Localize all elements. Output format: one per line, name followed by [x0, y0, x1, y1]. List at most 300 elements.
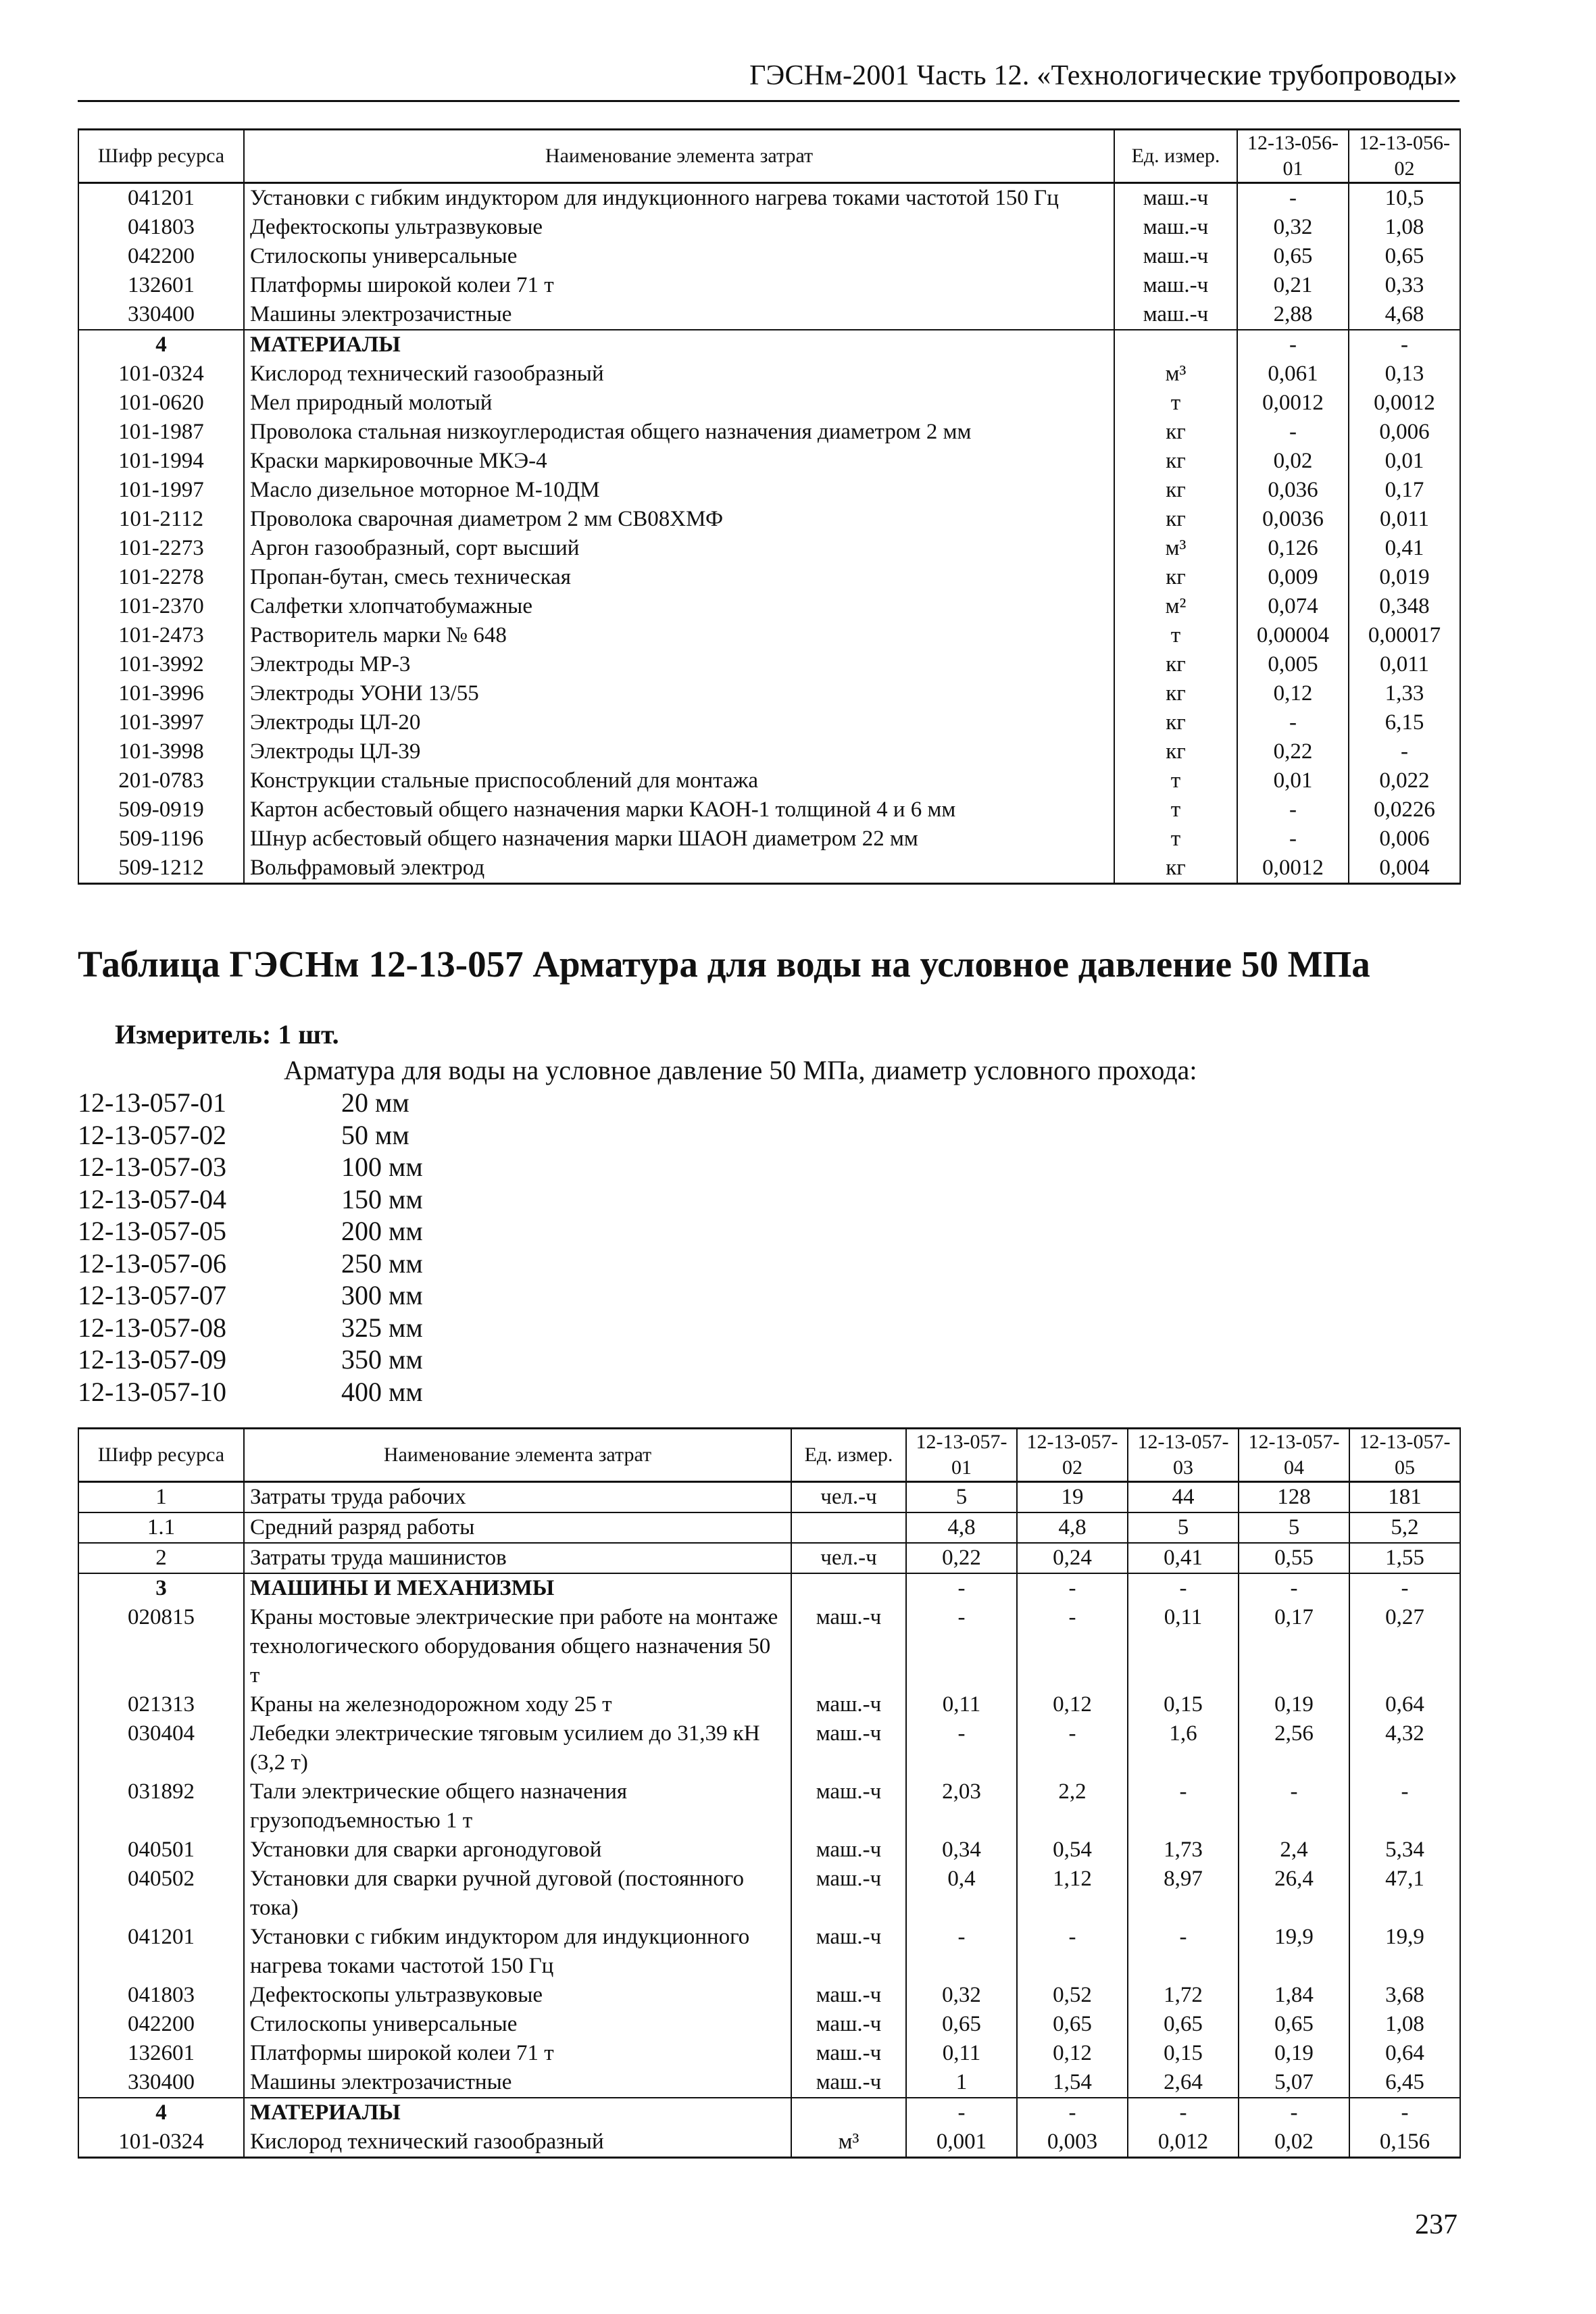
resource-value: 4,8 [906, 1512, 1017, 1543]
resource-value: - [1349, 1573, 1460, 1603]
resource-unit: маш.-ч [1114, 183, 1237, 214]
resource-value: 1,73 [1128, 1836, 1239, 1865]
running-header: ГЭСНм-2001 Часть 12. «Технологические трубопроводы» [749, 60, 1457, 91]
resource-value: 0,0036 [1237, 505, 1349, 534]
resource-name: Тали электрические общего назначения грузоподъемностью 1 т [244, 1777, 791, 1836]
resource-value: 0,13 [1349, 360, 1460, 389]
resource-code: 101-1987 [78, 418, 244, 447]
resource-unit: т [1114, 621, 1237, 650]
resource-name: Стилоскопы универсальные [244, 2010, 791, 2039]
resource-value: 0,34 [906, 1836, 1017, 1865]
resource-unit: кг [1114, 679, 1237, 708]
resource-value: 1,55 [1349, 1543, 1460, 1573]
resource-code: 101-2473 [78, 621, 244, 650]
resource-code: 101-2278 [78, 563, 244, 592]
resource-unit: маш.-ч [791, 1719, 906, 1777]
resource-value: 0,41 [1349, 534, 1460, 563]
resource-value: 4,8 [1017, 1512, 1128, 1543]
variant-code: 12-13-057-05 [78, 1216, 226, 1246]
resource-value: 0,65 [1128, 2010, 1239, 2039]
header-unit: Ед. измер. [1114, 130, 1237, 183]
resource-code: 101-1997 [78, 476, 244, 505]
variant-diameter: 150 мм [341, 1183, 423, 1214]
resource-value: 0,011 [1349, 505, 1460, 534]
resource-value: 0,02 [1237, 447, 1349, 476]
resource-value: 0,036 [1237, 476, 1349, 505]
resource-value: 2,03 [906, 1777, 1017, 1836]
table-header-row [78, 1429, 1460, 1482]
resource-value: 1,12 [1017, 1865, 1128, 1923]
resource-code: 042200 [78, 242, 244, 271]
variants-list [78, 1087, 423, 1408]
resource-value: 0,006 [1349, 824, 1460, 854]
resource-value: 0,64 [1349, 1690, 1460, 1719]
resource-code: 509-1212 [78, 854, 244, 884]
resource-value: 5 [1128, 1512, 1239, 1543]
resource-unit [791, 1573, 906, 1603]
resource-value: 0,074 [1237, 592, 1349, 621]
resource-value: 26,4 [1239, 1865, 1349, 1923]
table-row [78, 2039, 1460, 2068]
resource-value: 0,64 [1349, 2039, 1460, 2068]
resource-value: 0,17 [1349, 476, 1460, 505]
header-name: Наименование элемента затрат [244, 1429, 791, 1482]
resource-name: Платформы широкой колеи 71 т [244, 271, 1114, 300]
header-col-1: 12-13-057-01 [906, 1429, 1017, 1482]
resource-unit: чел.-ч [791, 1482, 906, 1513]
resource-value: - [1237, 330, 1349, 360]
resource-code: 030404 [78, 1719, 244, 1777]
resource-value: 0,0012 [1237, 389, 1349, 418]
resource-value: 0,00017 [1349, 621, 1460, 650]
resource-code: 021313 [78, 1690, 244, 1719]
section-code: 4 [78, 2098, 244, 2127]
resource-code: 031892 [78, 1777, 244, 1836]
resource-code: 101-3998 [78, 737, 244, 766]
resource-value: 1,84 [1239, 1981, 1349, 2010]
resource-value: - [1239, 1777, 1349, 1836]
resource-value: 8,97 [1128, 1865, 1239, 1923]
resource-value: - [906, 1603, 1017, 1690]
meter-label: Измеритель: 1 шт. [115, 1019, 339, 1050]
resource-value: 5 [906, 1482, 1017, 1513]
resource-value: 5,34 [1349, 1836, 1460, 1865]
resource-value: 0,156 [1349, 2127, 1460, 2158]
resource-value: 0,009 [1237, 563, 1349, 592]
resource-value: 0,11 [1128, 1603, 1239, 1690]
resource-value: 128 [1239, 1482, 1349, 1513]
list-item [78, 1376, 423, 1408]
table-row [78, 1512, 1460, 1543]
resource-code: 041201 [78, 1923, 244, 1981]
header-code: Шифр ресурса [78, 130, 244, 183]
table-row [78, 679, 1460, 708]
resource-value: 19,9 [1239, 1923, 1349, 1981]
variant-diameter: 350 мм [341, 1344, 423, 1375]
resource-code: 101-2273 [78, 534, 244, 563]
resource-value: 5,2 [1349, 1512, 1460, 1543]
resource-value: 0,004 [1349, 854, 1460, 884]
resource-value: 1,08 [1349, 213, 1460, 242]
resource-unit: маш.-ч [791, 2039, 906, 2068]
resource-value: 1,6 [1128, 1719, 1239, 1777]
table-row [78, 854, 1460, 884]
resource-value: 0,41 [1128, 1543, 1239, 1573]
resource-unit: м² [1114, 592, 1237, 621]
resource-code: 101-0324 [78, 360, 244, 389]
resource-code: 330400 [78, 300, 244, 330]
resource-code: 041201 [78, 183, 244, 214]
resource-name: Платформы широкой колеи 71 т [244, 2039, 791, 2068]
table-row [78, 766, 1460, 795]
list-item [78, 1183, 423, 1216]
variant-diameter: 300 мм [341, 1280, 423, 1310]
resource-value: - [1349, 1777, 1460, 1836]
resource-value: 0,24 [1017, 1543, 1128, 1573]
variant-code: 12-13-057-02 [78, 1119, 226, 1150]
resource-value: 0,003 [1017, 2127, 1128, 2158]
resource-code: 040502 [78, 1865, 244, 1923]
resource-value: - [1237, 795, 1349, 824]
resource-value: 0,005 [1237, 650, 1349, 679]
resource-value: 0,12 [1017, 1690, 1128, 1719]
resource-code: 509-0919 [78, 795, 244, 824]
resource-unit: маш.-ч [1114, 300, 1237, 330]
resource-unit: т [1114, 766, 1237, 795]
resource-code: 1 [78, 1482, 244, 1513]
table-row [78, 1923, 1460, 1981]
list-item [78, 1344, 423, 1376]
intro-text: Арматура для воды на условное давление 50 МПа, диаметр условного прохода: [284, 1055, 1197, 1085]
table-row [78, 1981, 1460, 2010]
resource-value: 0,01 [1237, 766, 1349, 795]
resource-name: Лебедки электрические тяговым усилием до 31,39 кН (3,2 т) [244, 1719, 791, 1777]
resource-name: Машины электрозачистные [244, 2068, 791, 2098]
resource-unit: кг [1114, 854, 1237, 884]
table-row [78, 1719, 1460, 1777]
section-name: МАТЕРИАЛЫ [244, 2098, 791, 2127]
table-row [78, 360, 1460, 389]
header-col-2: 12-13-057-02 [1017, 1429, 1128, 1482]
table-row [78, 1690, 1460, 1719]
resource-name: Шнур асбестовый общего назначения марки ШАОН диаметром 22 мм [244, 824, 1114, 854]
resource-unit: т [1114, 389, 1237, 418]
resource-value: 47,1 [1349, 1865, 1460, 1923]
table-row [78, 592, 1460, 621]
table-row [78, 1543, 1460, 1573]
resource-unit: м³ [1114, 534, 1237, 563]
table-row [78, 213, 1460, 242]
resource-unit: маш.-ч [1114, 213, 1237, 242]
resource-name: Масло дизельное моторное М-10ДМ [244, 476, 1114, 505]
table-row [78, 183, 1460, 214]
resource-code: 2 [78, 1543, 244, 1573]
resource-unit: маш.-ч [791, 2068, 906, 2098]
resource-code: 509-1196 [78, 824, 244, 854]
resource-value: - [1237, 418, 1349, 447]
resource-value: 0,65 [1017, 2010, 1128, 2039]
variant-diameter: 250 мм [341, 1248, 423, 1279]
resource-name: Средний разряд работы [244, 1512, 791, 1543]
list-item [78, 1119, 423, 1152]
resource-value: - [906, 1573, 1017, 1603]
resource-value: 1,54 [1017, 2068, 1128, 2098]
resource-value: 19 [1017, 1482, 1128, 1513]
resource-value: 4,68 [1349, 300, 1460, 330]
resource-unit: маш.-ч [791, 1981, 906, 2010]
table-row [78, 795, 1460, 824]
resource-name: Проволока стальная низкоуглеродистая общего назначения диаметром 2 мм [244, 418, 1114, 447]
resource-value: 0,22 [1237, 737, 1349, 766]
resource-value: 0,02 [1239, 2127, 1349, 2158]
list-item [78, 1279, 423, 1312]
resource-value: 2,4 [1239, 1836, 1349, 1865]
resource-unit: кг [1114, 418, 1237, 447]
resource-value: 2,56 [1239, 1719, 1349, 1777]
resource-table-057 [78, 1427, 1461, 2159]
resource-value: - [1017, 1603, 1128, 1690]
resource-value: - [906, 2098, 1017, 2127]
resource-unit: маш.-ч [791, 1777, 906, 1836]
table-row [78, 447, 1460, 476]
resource-unit [1114, 330, 1237, 360]
resource-value: 0,0012 [1349, 389, 1460, 418]
list-item [78, 1087, 423, 1119]
resource-code: 201-0783 [78, 766, 244, 795]
resource-code: 101-2112 [78, 505, 244, 534]
resource-value: 0,001 [906, 2127, 1017, 2158]
resource-value: 6,45 [1349, 2068, 1460, 2098]
table-row [78, 1603, 1460, 1690]
resource-name: Электроды МР-3 [244, 650, 1114, 679]
resource-name: Затраты труда рабочих [244, 1482, 791, 1513]
resource-name: Вольфрамовый электрод [244, 854, 1114, 884]
resource-name: Установки с гибким индуктором для индукционного нагрева токами частотой 150 Гц [244, 183, 1114, 214]
resource-unit: маш.-ч [791, 1836, 906, 1865]
table-row [78, 2010, 1460, 2039]
resource-unit [791, 2098, 906, 2127]
section-row [78, 330, 1460, 360]
table-row [78, 621, 1460, 650]
header-col-1: 12-13-056-01 [1237, 130, 1349, 183]
resource-value: 0,012 [1128, 2127, 1239, 2158]
resource-value: - [1128, 1777, 1239, 1836]
resource-value: - [1017, 1719, 1128, 1777]
resource-value: 0,006 [1349, 418, 1460, 447]
resource-value: - [906, 1923, 1017, 1981]
table-row [78, 1865, 1460, 1923]
resource-value: 4,32 [1349, 1719, 1460, 1777]
resource-value: - [1349, 2098, 1460, 2127]
resource-unit: кг [1114, 737, 1237, 766]
resource-code: 101-1994 [78, 447, 244, 476]
section-name: МАШИНЫ И МЕХАНИЗМЫ [244, 1573, 791, 1603]
list-item [78, 1151, 423, 1183]
table-row [78, 708, 1460, 737]
header-unit: Ед. измер. [791, 1429, 906, 1482]
resource-value: 0,0226 [1349, 795, 1460, 824]
resource-value: 1,33 [1349, 679, 1460, 708]
resource-value: - [1237, 824, 1349, 854]
resource-value: 0,0012 [1237, 854, 1349, 884]
resource-value: 0,019 [1349, 563, 1460, 592]
resource-value: 181 [1349, 1482, 1460, 1513]
resource-code: 101-3996 [78, 679, 244, 708]
resource-name: Установки для сварки аргонодуговой [244, 1836, 791, 1865]
resource-name: Дефектоскопы ультразвуковые [244, 1981, 791, 2010]
resource-code: 1.1 [78, 1512, 244, 1543]
resource-value: 0,19 [1239, 1690, 1349, 1719]
table-row [78, 1777, 1460, 1836]
resource-value: 0,4 [906, 1865, 1017, 1923]
resource-name: Стилоскопы универсальные [244, 242, 1114, 271]
resource-code: 101-2370 [78, 592, 244, 621]
resource-name: Кислород технический газообразный [244, 2127, 791, 2158]
section-row [78, 1573, 1460, 1603]
resource-value: - [1349, 737, 1460, 766]
resource-code: 020815 [78, 1603, 244, 1690]
resource-name: Затраты труда машинистов [244, 1543, 791, 1573]
resource-value: - [906, 1719, 1017, 1777]
resource-value: 2,2 [1017, 1777, 1128, 1836]
resource-value: 0,12 [1017, 2039, 1128, 2068]
table-row [78, 242, 1460, 271]
resource-unit: кг [1114, 563, 1237, 592]
table-row [78, 737, 1460, 766]
resource-unit [791, 1512, 906, 1543]
resource-value: 5,07 [1239, 2068, 1349, 2098]
resource-unit: кг [1114, 650, 1237, 679]
resource-value: 5 [1239, 1512, 1349, 1543]
resource-unit: маш.-ч [791, 1690, 906, 1719]
resource-value: - [1128, 1573, 1239, 1603]
variant-code: 12-13-057-03 [78, 1152, 226, 1182]
resource-value: 0,15 [1128, 1690, 1239, 1719]
resource-value: 0,11 [906, 2039, 1017, 2068]
table-row [78, 650, 1460, 679]
resource-code: 041803 [78, 213, 244, 242]
resource-code: 101-0620 [78, 389, 244, 418]
table-row [78, 1482, 1460, 1513]
resource-value: 2,88 [1237, 300, 1349, 330]
resource-name: Аргон газообразный, сорт высший [244, 534, 1114, 563]
resource-code: 330400 [78, 2068, 244, 2098]
section-title: Таблица ГЭСНм 12-13-057 Арматура для воды на условное давление 50 МПа [78, 943, 1370, 985]
header-code: Шифр ресурса [78, 1429, 244, 1482]
variant-code: 12-13-057-08 [78, 1312, 226, 1343]
header-col-5: 12-13-057-05 [1349, 1429, 1460, 1482]
resource-code: 101-0324 [78, 2127, 244, 2158]
list-item [78, 1312, 423, 1344]
table-row [78, 2127, 1460, 2158]
resource-unit: маш.-ч [791, 2010, 906, 2039]
variant-code: 12-13-057-01 [78, 1087, 226, 1118]
resource-name: Краны мостовые электрические при работе на монтаже технологического оборудования общего назначения 50 т [244, 1603, 791, 1690]
table-row [78, 476, 1460, 505]
resource-value: 0,33 [1349, 271, 1460, 300]
resource-value: 0,65 [1239, 2010, 1349, 2039]
resource-value: - [1017, 2098, 1128, 2127]
resource-name: Дефектоскопы ультразвуковые [244, 213, 1114, 242]
resource-value: 1 [906, 2068, 1017, 2098]
resource-unit: т [1114, 795, 1237, 824]
section-code: 3 [78, 1573, 244, 1603]
resource-value: 0,21 [1237, 271, 1349, 300]
resource-value: 0,12 [1237, 679, 1349, 708]
table-row [78, 505, 1460, 534]
resource-value: 44 [1128, 1482, 1239, 1513]
resource-code: 101-3992 [78, 650, 244, 679]
resource-value: 0,19 [1239, 2039, 1349, 2068]
resource-name: Растворитель марки № 648 [244, 621, 1114, 650]
resource-value: 10,5 [1349, 183, 1460, 214]
resource-value: 0,11 [906, 1690, 1017, 1719]
resource-name: Машины электрозачистные [244, 300, 1114, 330]
variant-code: 12-13-057-10 [78, 1376, 226, 1407]
resource-value: 0,55 [1239, 1543, 1349, 1573]
resource-name: Установки для сварки ручной дуговой (постоянного тока) [244, 1865, 791, 1923]
variant-code: 12-13-057-06 [78, 1248, 226, 1279]
resource-value: 19,9 [1349, 1923, 1460, 1981]
resource-unit: маш.-ч [1114, 242, 1237, 271]
resource-unit: кг [1114, 708, 1237, 737]
resource-value: 0,011 [1349, 650, 1460, 679]
resource-unit: кг [1114, 476, 1237, 505]
resource-unit: кг [1114, 505, 1237, 534]
header-col-2: 12-13-056-02 [1349, 130, 1460, 183]
resource-value: 0,01 [1349, 447, 1460, 476]
resource-name: Проволока сварочная диаметром 2 мм СВ08ХМФ [244, 505, 1114, 534]
resource-value: 0,65 [1349, 242, 1460, 271]
page-number: 237 [1415, 2209, 1457, 2240]
section-row [78, 2098, 1460, 2127]
variant-diameter: 325 мм [341, 1312, 423, 1343]
table-row [78, 563, 1460, 592]
resource-value: 0,15 [1128, 2039, 1239, 2068]
resource-value: - [1237, 183, 1349, 214]
resource-unit: маш.-ч [791, 1923, 906, 1981]
resource-value: 3,68 [1349, 1981, 1460, 2010]
list-item [78, 1248, 423, 1280]
resource-value: 0,00004 [1237, 621, 1349, 650]
resource-value: - [1017, 1573, 1128, 1603]
resource-code: 101-3997 [78, 708, 244, 737]
resource-value: 0,27 [1349, 1603, 1460, 1690]
variant-code: 12-13-057-09 [78, 1344, 226, 1375]
table-row [78, 271, 1460, 300]
resource-name: Пропан-бутан, смесь техническая [244, 563, 1114, 592]
resource-unit: маш.-ч [1114, 271, 1237, 300]
resource-name: Установки с гибким индуктором для индукционного нагрева токами частотой 150 Гц [244, 1923, 791, 1981]
resource-name: Электроды УОНИ 13/55 [244, 679, 1114, 708]
resource-code: 132601 [78, 2039, 244, 2068]
variant-diameter: 20 мм [341, 1087, 409, 1118]
variant-diameter: 50 мм [341, 1119, 409, 1150]
resource-value: - [1349, 330, 1460, 360]
table-row [78, 389, 1460, 418]
resource-unit: кг [1114, 447, 1237, 476]
list-item [78, 1215, 423, 1248]
resource-value: 0,348 [1349, 592, 1460, 621]
resource-unit: т [1114, 824, 1237, 854]
resource-value: - [1128, 1923, 1239, 1981]
header-col-3: 12-13-057-03 [1128, 1429, 1239, 1482]
table-row [78, 418, 1460, 447]
header-name: Наименование элемента затрат [244, 130, 1114, 183]
table-row [78, 1836, 1460, 1865]
resource-name: Краны на железнодорожном ходу 25 т [244, 1690, 791, 1719]
table-header-row [78, 130, 1460, 183]
